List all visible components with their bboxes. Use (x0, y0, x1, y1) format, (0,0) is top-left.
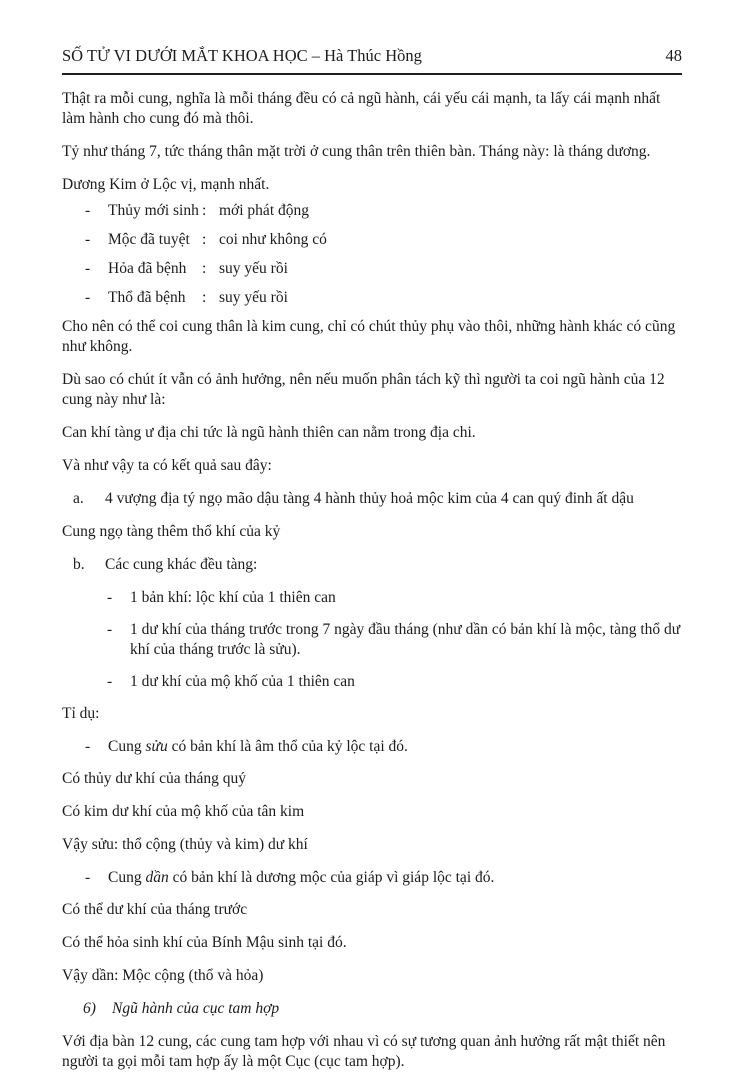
sub-list-item (62, 672, 682, 692)
dash-bullet: - (85, 202, 91, 219)
dash-bullet: - (85, 289, 91, 306)
list-item-label: Mộc đã tuyệt (108, 231, 190, 248)
heading-marker: 6) (83, 1000, 96, 1017)
list-item-label: Thổ đã bệnh (108, 289, 186, 306)
example-text (108, 868, 682, 888)
section-heading-6 (62, 999, 682, 1019)
item-marker: a. (73, 490, 84, 507)
paragraph-can-khi: Can khí tàng ư địa chi tức là ngũ hành thiên can nằm trong địa chi. (62, 424, 476, 441)
paragraph-vay-suu: Vậy sửu: thổ cộng (thủy và kim) dư khí (62, 836, 308, 853)
paragraph-intro-2: Tỷ như tháng 7, tức tháng thân mặt trời ở cung thân trên thiên bàn. Tháng này: là tháng dương. (62, 143, 651, 160)
sub-dash-list (62, 588, 682, 692)
paragraph-duong-kim: Dương Kim ở Lộc vị, mạnh nhất. (62, 176, 270, 193)
page-header (62, 46, 682, 66)
sub-list-item (62, 620, 682, 660)
dash-bullet: - (85, 738, 91, 755)
list-item-colon: : (202, 289, 207, 306)
list-item-colon: : (202, 231, 207, 248)
list-item-label: Hỏa đã bệnh (108, 260, 187, 277)
ordered-item-a (62, 489, 682, 509)
dash-bullet: - (107, 621, 113, 638)
paragraph-closing: Với địa bàn 12 cung, các cung tam hợp với nhau vì có sự tương quan ảnh hưởng rất mật thiết nên người ta gọi mỗi tam hợp ấy là một Cục (cục tam hợp). (62, 1033, 666, 1070)
example-term-italic: sửu (145, 738, 168, 755)
paragraph-co-thuy: Có thủy dư khí của tháng quý (62, 770, 247, 787)
heading-text: Ngũ hành của cục tam hợp (112, 1000, 280, 1017)
dash-bullet: - (107, 673, 113, 690)
list-item (62, 230, 682, 250)
paragraph-du-sao: Dù sao có chút ít vẫn có ảnh hưởng, nên nếu muốn phân tách kỹ thì người ta coi ngũ hành của 12 cung này như là: (62, 371, 665, 408)
list-item-colon: : (202, 260, 207, 277)
paragraph-vay-dan: Vậy dần: Mộc cộng (thổ và hỏa) (62, 967, 264, 984)
example-prefix: Cung (108, 738, 146, 755)
item-text: Các cung khác đều tàng: (105, 556, 258, 573)
item-marker: b. (73, 556, 85, 573)
element-state-list (62, 201, 682, 308)
dash-bullet: - (107, 589, 113, 606)
example-suffix: có bản khí là âm thổ của kỷ lộc tại đó. (167, 738, 408, 755)
example-text (108, 737, 682, 757)
sub-list-item (62, 588, 682, 608)
list-item (62, 259, 682, 279)
dash-bullet: - (85, 231, 91, 248)
header-rule (62, 73, 682, 75)
paragraph-intro-1: Thật ra mỗi cung, nghĩa là mỗi tháng đều có cả ngũ hành, cái yếu cái mạnh, ta lấy cái mạnh nhất làm hành cho cung đó mà thôi. (62, 90, 661, 127)
paragraph-co-the-du-khi: Có thể dư khí của tháng trước (62, 901, 248, 918)
paragraph-ti-du: Tỉ dụ: (62, 705, 100, 722)
paragraph-cho-nen: Cho nên có thể coi cung thân là kim cung, chỉ có chút thủy phụ vào thôi, những hành khác có cũng như không. (62, 318, 676, 355)
paragraph-co-the-hoa: Có thể hỏa sinh khí của Bính Mậu sinh tại đó. (62, 934, 347, 951)
example-term-italic: dần (145, 869, 169, 886)
list-item (62, 201, 682, 221)
example-item-suu (62, 737, 682, 757)
example-item-dan (62, 868, 682, 888)
header-title: SỐ TỬ VI DƯỚI MẮT KHOA HỌC – Hà Thúc Hồng (62, 46, 422, 65)
list-item-desc: coi như không có (219, 231, 327, 248)
dash-bullet: - (85, 869, 91, 886)
example-suffix: có bản khí là dương mộc của giáp vì giáp lộc tại đó. (168, 869, 495, 886)
ordered-item-b (62, 555, 682, 575)
list-item-label: Thủy mới sinh (108, 202, 199, 219)
example-prefix: Cung (108, 869, 146, 886)
list-item-desc: mới phát động (219, 202, 309, 219)
page-number: 48 (665, 46, 682, 65)
sub-item-text: 1 dư khí của mộ khố của 1 thiên can (130, 673, 355, 690)
list-item-desc: suy yếu rồi (219, 260, 288, 277)
list-item-desc: suy yếu rồi (219, 289, 288, 306)
list-item (62, 288, 682, 308)
paragraph-co-kim: Có kim dư khí của mộ khố của tân kim (62, 803, 305, 820)
sub-item-text: 1 dư khí của tháng trước trong 7 ngày đầu tháng (như dần có bản khí là mộc, tàng thổ dư khí của tháng trước là sửu). (130, 621, 681, 658)
paragraph-ket-qua: Và như vậy ta có kết quả sau đây: (62, 457, 272, 474)
paragraph-cung-ngo: Cung ngọ tàng thêm thổ khí của kỷ (62, 523, 281, 540)
sub-item-text: 1 bản khí: lộc khí của 1 thiên can (130, 589, 336, 606)
dash-bullet: - (85, 260, 91, 277)
item-text: 4 vượng địa tý ngọ mão dậu tàng 4 hành thủy hoả mộc kim của 4 can quý đinh ất dậu (105, 490, 634, 507)
list-item-colon: : (202, 202, 207, 219)
